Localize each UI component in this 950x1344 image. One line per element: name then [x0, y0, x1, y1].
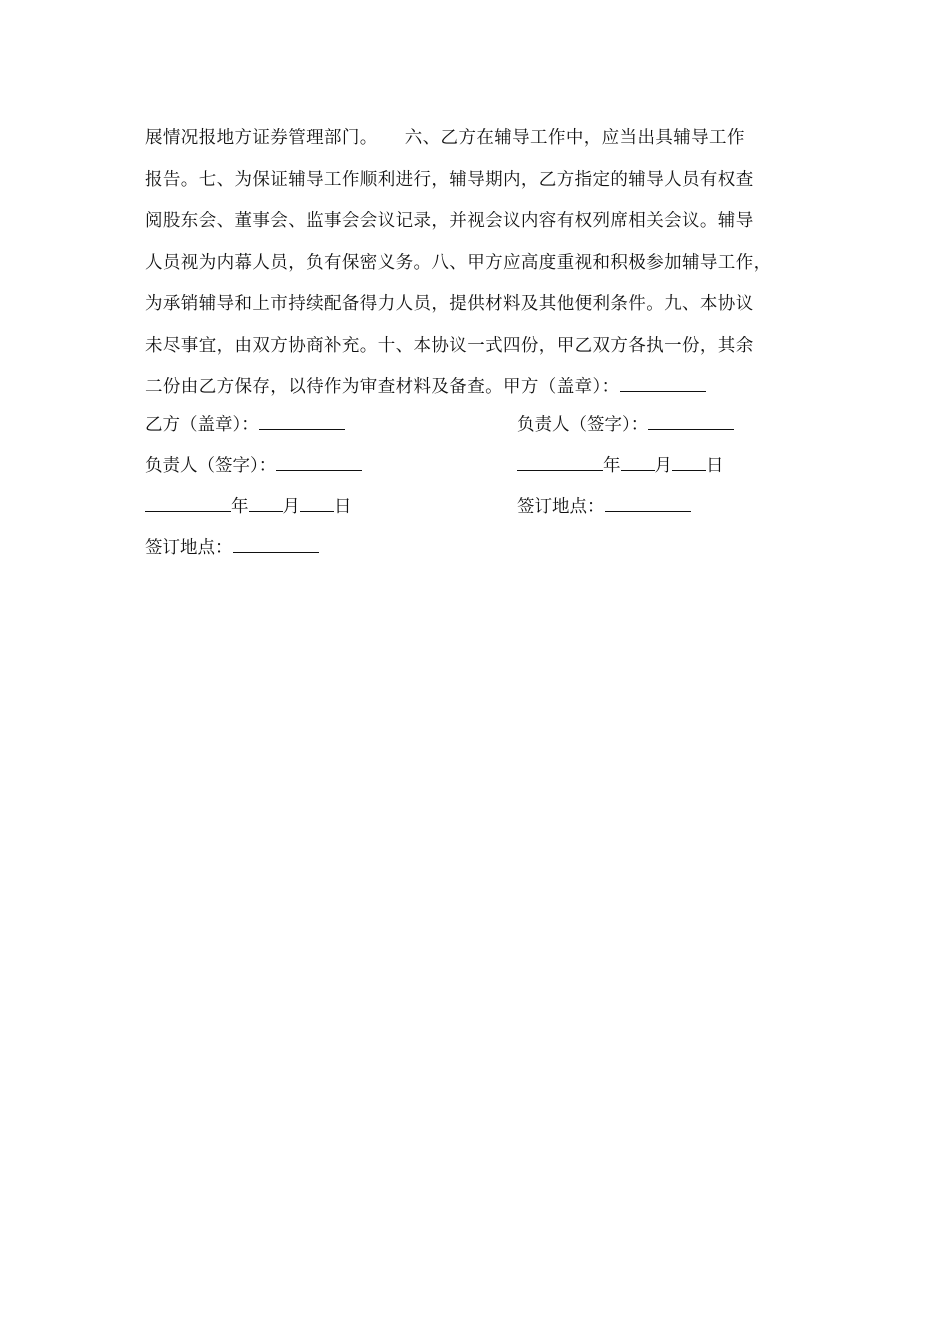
body-line-6: 未尽事宜，由双方协商补充。十、本协议一式四份，甲乙双方各执一份，其余	[145, 335, 754, 356]
day-label-right: 日	[706, 456, 724, 476]
place-right-label: 签订地点：	[517, 497, 605, 517]
year-label-right: 年	[603, 456, 621, 476]
responsible-sign-right-blank	[648, 413, 734, 430]
day-blank-right	[672, 454, 706, 471]
month-label-left: 月	[282, 497, 300, 517]
place-left-label: 签订地点：	[145, 538, 233, 558]
day-label-left: 日	[334, 497, 352, 517]
place-right-row	[517, 492, 691, 522]
agreement-body	[145, 119, 810, 410]
month-blank-left	[249, 495, 283, 512]
place-right-blank	[605, 495, 691, 512]
body-line-4: 人员视为内幕人员，负有保密义务。八、甲方应高度重视和积极参加辅导工作，	[145, 252, 772, 273]
date-left-row	[145, 492, 352, 522]
party-a-seal-label: 二份由乙方保存，以待作为审查材料及备查。甲方（盖章）：	[145, 377, 620, 397]
year-label-left: 年	[231, 497, 249, 517]
body-line-2: 报告。七、为保证辅导工作顺利进行，辅导期内，乙方指定的辅导人员有权查	[145, 169, 754, 190]
responsible-sign-right-row	[517, 410, 734, 440]
place-left-row	[145, 533, 319, 563]
month-blank-right	[621, 454, 655, 471]
place-left-blank	[233, 536, 319, 553]
party-b-seal-blank	[259, 413, 345, 430]
responsible-sign-left-row	[145, 451, 362, 481]
year-blank-left	[145, 495, 231, 512]
body-line-1: 展情况报地方证券管理部门。 六、乙方在辅导工作中，应当出具辅导工作	[145, 128, 745, 148]
body-line-3: 阅股东会、董事会、监事会会议记录，并视会议内容有权列席相关会议。辅导	[145, 211, 754, 231]
responsible-sign-left-label: 负责人（签字）：	[145, 456, 277, 476]
month-label-right: 月	[654, 456, 672, 476]
party-b-seal-row	[145, 410, 345, 440]
party-a-seal-blank	[620, 375, 706, 392]
date-right-row	[517, 451, 724, 481]
year-blank-right	[517, 454, 603, 471]
day-blank-left	[300, 495, 334, 512]
party-b-seal-label: 乙方（盖章）：	[145, 415, 259, 435]
responsible-sign-right-label: 负责人（签字）：	[517, 415, 649, 435]
body-line-7	[145, 368, 810, 410]
responsible-sign-left-blank	[276, 454, 362, 471]
body-line-5: 为承销辅导和上市持续配备得力人员，提供材料及其他便利条件。九、本协议	[145, 294, 754, 314]
